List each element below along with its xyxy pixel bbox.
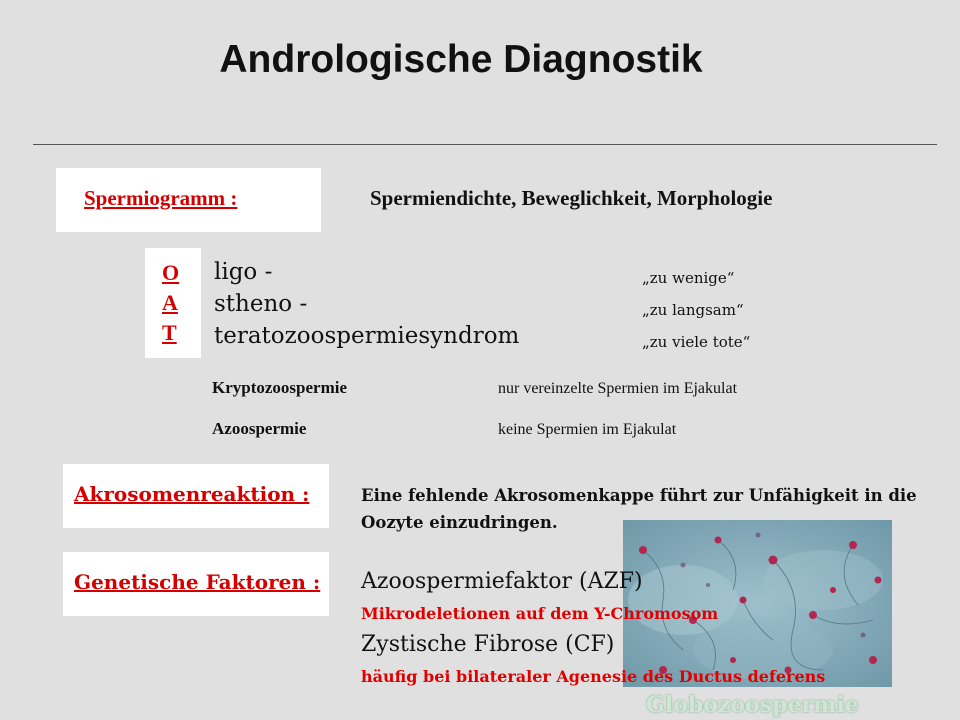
oat-letter-o: O	[162, 260, 180, 285]
genetik-azf: Azoospermiefaktor (AZF)	[361, 569, 643, 594]
condition-kryptozoospermie: Kryptozoospermie	[212, 378, 348, 397]
oat-word-terato: teratozoospermiesyndrom	[214, 323, 520, 349]
genetik-azf-detail: Mikrodeletionen auf dem Y-Chromosom	[361, 604, 719, 623]
oat-letters	[162, 258, 179, 348]
oat-quote-3: „zu viele tote“	[642, 333, 751, 351]
oat-letter-t: T	[162, 320, 177, 345]
genetik-list	[361, 566, 825, 692]
genetik-label: Genetische Faktoren :	[74, 570, 321, 594]
micrograph-caption: Globozoospermie	[646, 692, 859, 718]
condition-azoospermie-desc: keine Spermien im Ejakulat	[498, 421, 677, 438]
genetik-cf-detail: häufig bei bilateraler Agenesie des Ductus deferens	[361, 667, 826, 686]
oat-word-oligo: ligo -	[214, 259, 273, 285]
condition-kryptozoospermie-desc: nur vereinzelte Spermien im Ejakulat	[498, 380, 738, 397]
spermiogramm-label: Spermiogramm :	[84, 186, 238, 210]
oat-word-astheno: stheno -	[214, 291, 308, 317]
akrosom-label: Akrosomenreaktion :	[74, 482, 310, 506]
oat-quotes	[642, 262, 750, 358]
oat-letter-a: A	[162, 290, 178, 315]
oat-words	[214, 256, 519, 352]
spermiogramm-text: Spermiendichte, Beweglichkeit, Morphologie	[370, 186, 773, 210]
title-divider	[33, 144, 937, 145]
akrosom-line-2: Oozyte einzudringen.	[361, 513, 558, 532]
oat-quote-2: „zu langsam“	[642, 301, 744, 319]
genetik-cf: Zystische Fibrose (CF)	[361, 632, 615, 657]
akrosom-line-1: Eine fehlende Akrosomenkappe führt zur Unfähigkeit in die	[361, 486, 917, 505]
slide-title: Andrologische Diagnostik	[219, 38, 703, 81]
oat-quote-1: „zu wenige“	[642, 269, 735, 287]
condition-azoospermie: Azoospermie	[212, 419, 307, 438]
